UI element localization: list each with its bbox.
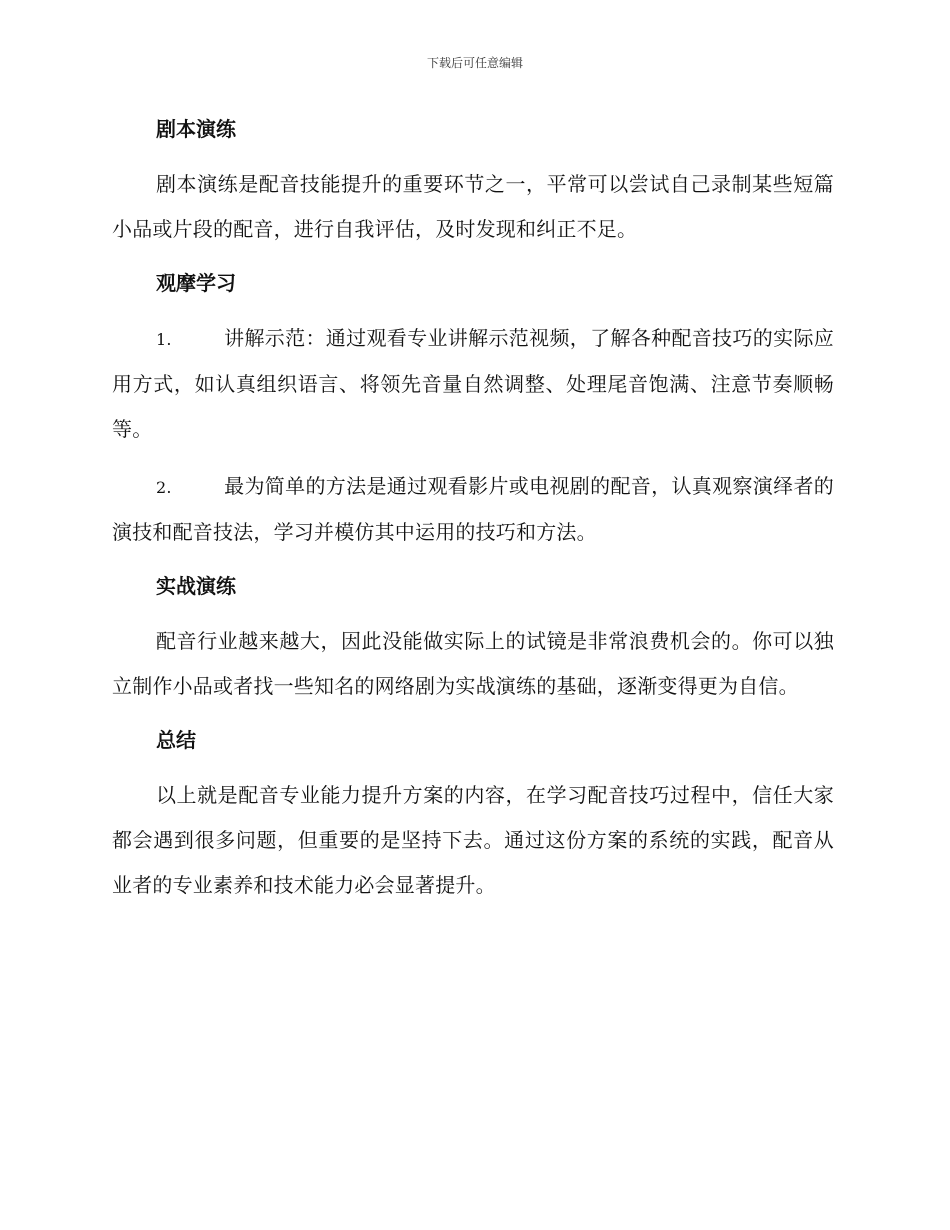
list-item: [112, 316, 834, 452]
list-item: [112, 464, 834, 555]
section-paragraph-summary: 以上就是配音专业能力提升方案的内容，在学习配音技巧过程中，信任大家都会遇到很多问题，但重要的是坚持下去。通过这份方案的系统的实践，配音从业者的专业素养和技术能力必会显著提升。: [112, 783, 834, 897]
list-item-number: 2.: [156, 478, 172, 497]
list-item-number: 1.: [156, 330, 172, 349]
section-heading-script-practice: 剧本演练: [156, 117, 236, 141]
section-heading-practical-drill: 实战演练: [156, 574, 236, 598]
section-paragraph-script-practice: 剧本演练是配音技能提升的重要环节之一，平常可以尝试自己录制某些短篇小品或片段的配音，进行自我评估，及时发现和纠正不足。: [112, 172, 834, 241]
section-heading-observation: 观摩学习: [156, 271, 236, 295]
document-body: [112, 110, 834, 908]
page-header: 下载后可任意编辑: [426, 56, 523, 70]
list-item-text: 最为简单的方法是通过观看影片或电视剧的配音，认真观察演绎者的演技和配音技法，学习并模仿其中运用的技巧和方法。: [112, 474, 834, 544]
section-heading-summary: 总结: [156, 728, 196, 752]
list-item-text: 讲解示范：通过观看专业讲解示范视频，了解各种配音技巧的实际应用方式，如认真组织语言、将领先音量自然调整、处理尾音饱满、注意节奏顺畅等。: [112, 326, 834, 441]
section-paragraph-practical-drill: 配音行业越来越大，因此没能做实际上的试镜是非常浪费机会的。你可以独立制作小品或者找一些知名的网络剧为实战演练的基础，逐渐变得更为自信。: [112, 629, 834, 698]
